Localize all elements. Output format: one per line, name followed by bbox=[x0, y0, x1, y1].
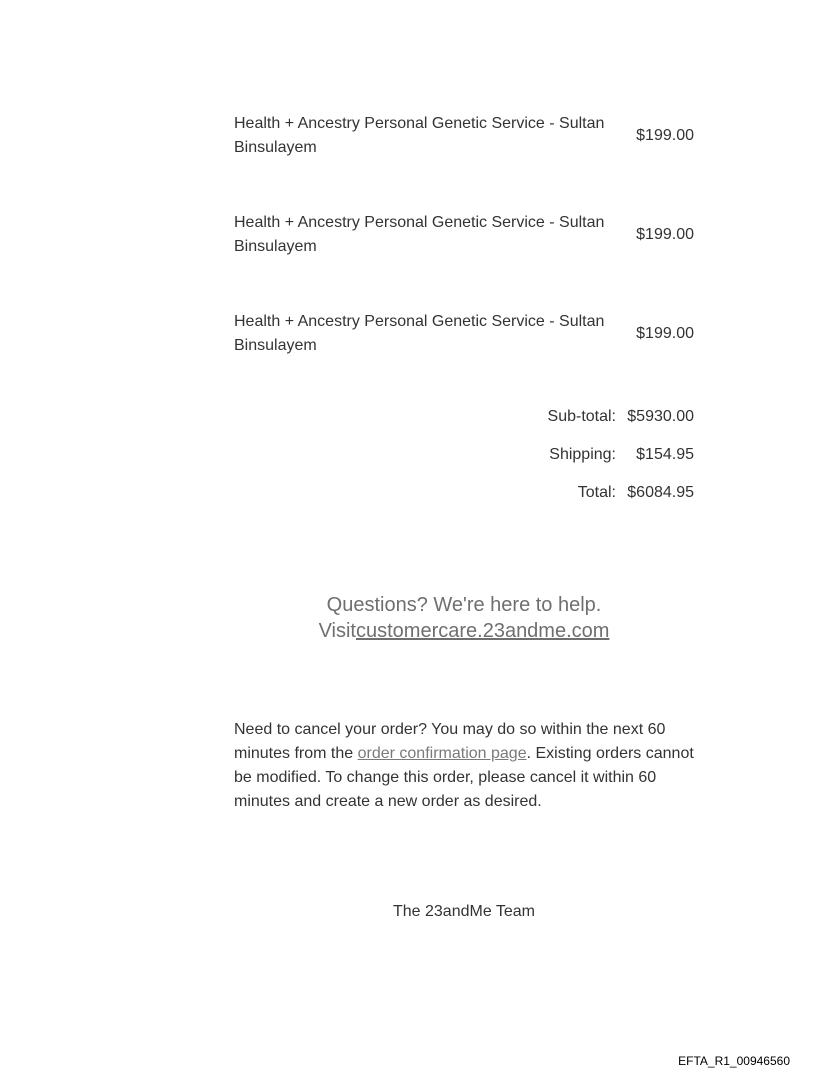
cancel-text-after: . Existing orders cannot be modified. To change this order, please cancel it within 60 minutes and create a new order as desired. bbox=[234, 745, 694, 810]
shipping-value: $154.95 bbox=[636, 446, 694, 463]
item-description: Health + Ancestry Personal Genetic Service - Sultan Binsulayem bbox=[234, 214, 605, 255]
cancel-notice bbox=[234, 718, 694, 814]
shipping-row bbox=[234, 446, 694, 484]
shipping-label: Shipping: bbox=[549, 446, 616, 463]
total-label: Total: bbox=[577, 484, 616, 501]
order-totals bbox=[234, 408, 694, 522]
order-line-item bbox=[234, 112, 694, 160]
document-id: EFTA_R1_00946560 bbox=[678, 1054, 790, 1068]
item-price: $199.00 bbox=[636, 226, 694, 243]
visit-prefix: Visit bbox=[318, 620, 356, 642]
item-price: $199.00 bbox=[636, 127, 694, 144]
item-price: $199.00 bbox=[636, 325, 694, 342]
order-line-item bbox=[234, 211, 694, 259]
subtotal-label: Sub-total: bbox=[547, 408, 616, 425]
item-description: Health + Ancestry Personal Genetic Service - Sultan Binsulayem bbox=[234, 115, 605, 156]
subtotal-row bbox=[234, 408, 694, 446]
help-heading: Questions? We're here to help. bbox=[326, 594, 602, 616]
order-line-item bbox=[234, 310, 694, 358]
subtotal-value: $5930.00 bbox=[627, 408, 694, 425]
signoff: The 23andMe Team bbox=[392, 903, 535, 920]
total-value: $6084.95 bbox=[627, 484, 694, 501]
help-visit-line bbox=[234, 618, 694, 644]
item-description: Health + Ancestry Personal Genetic Service - Sultan Binsulayem bbox=[234, 313, 605, 354]
order-confirmation-link[interactable]: order confirmation page bbox=[357, 745, 527, 762]
cancel-text-before: Need to cancel your order? You may do so within the next 60 minutes from the bbox=[234, 721, 666, 762]
total-row bbox=[234, 484, 694, 522]
help-section bbox=[234, 592, 694, 644]
customer-care-link[interactable]: customercare.23andme.com bbox=[355, 620, 610, 642]
